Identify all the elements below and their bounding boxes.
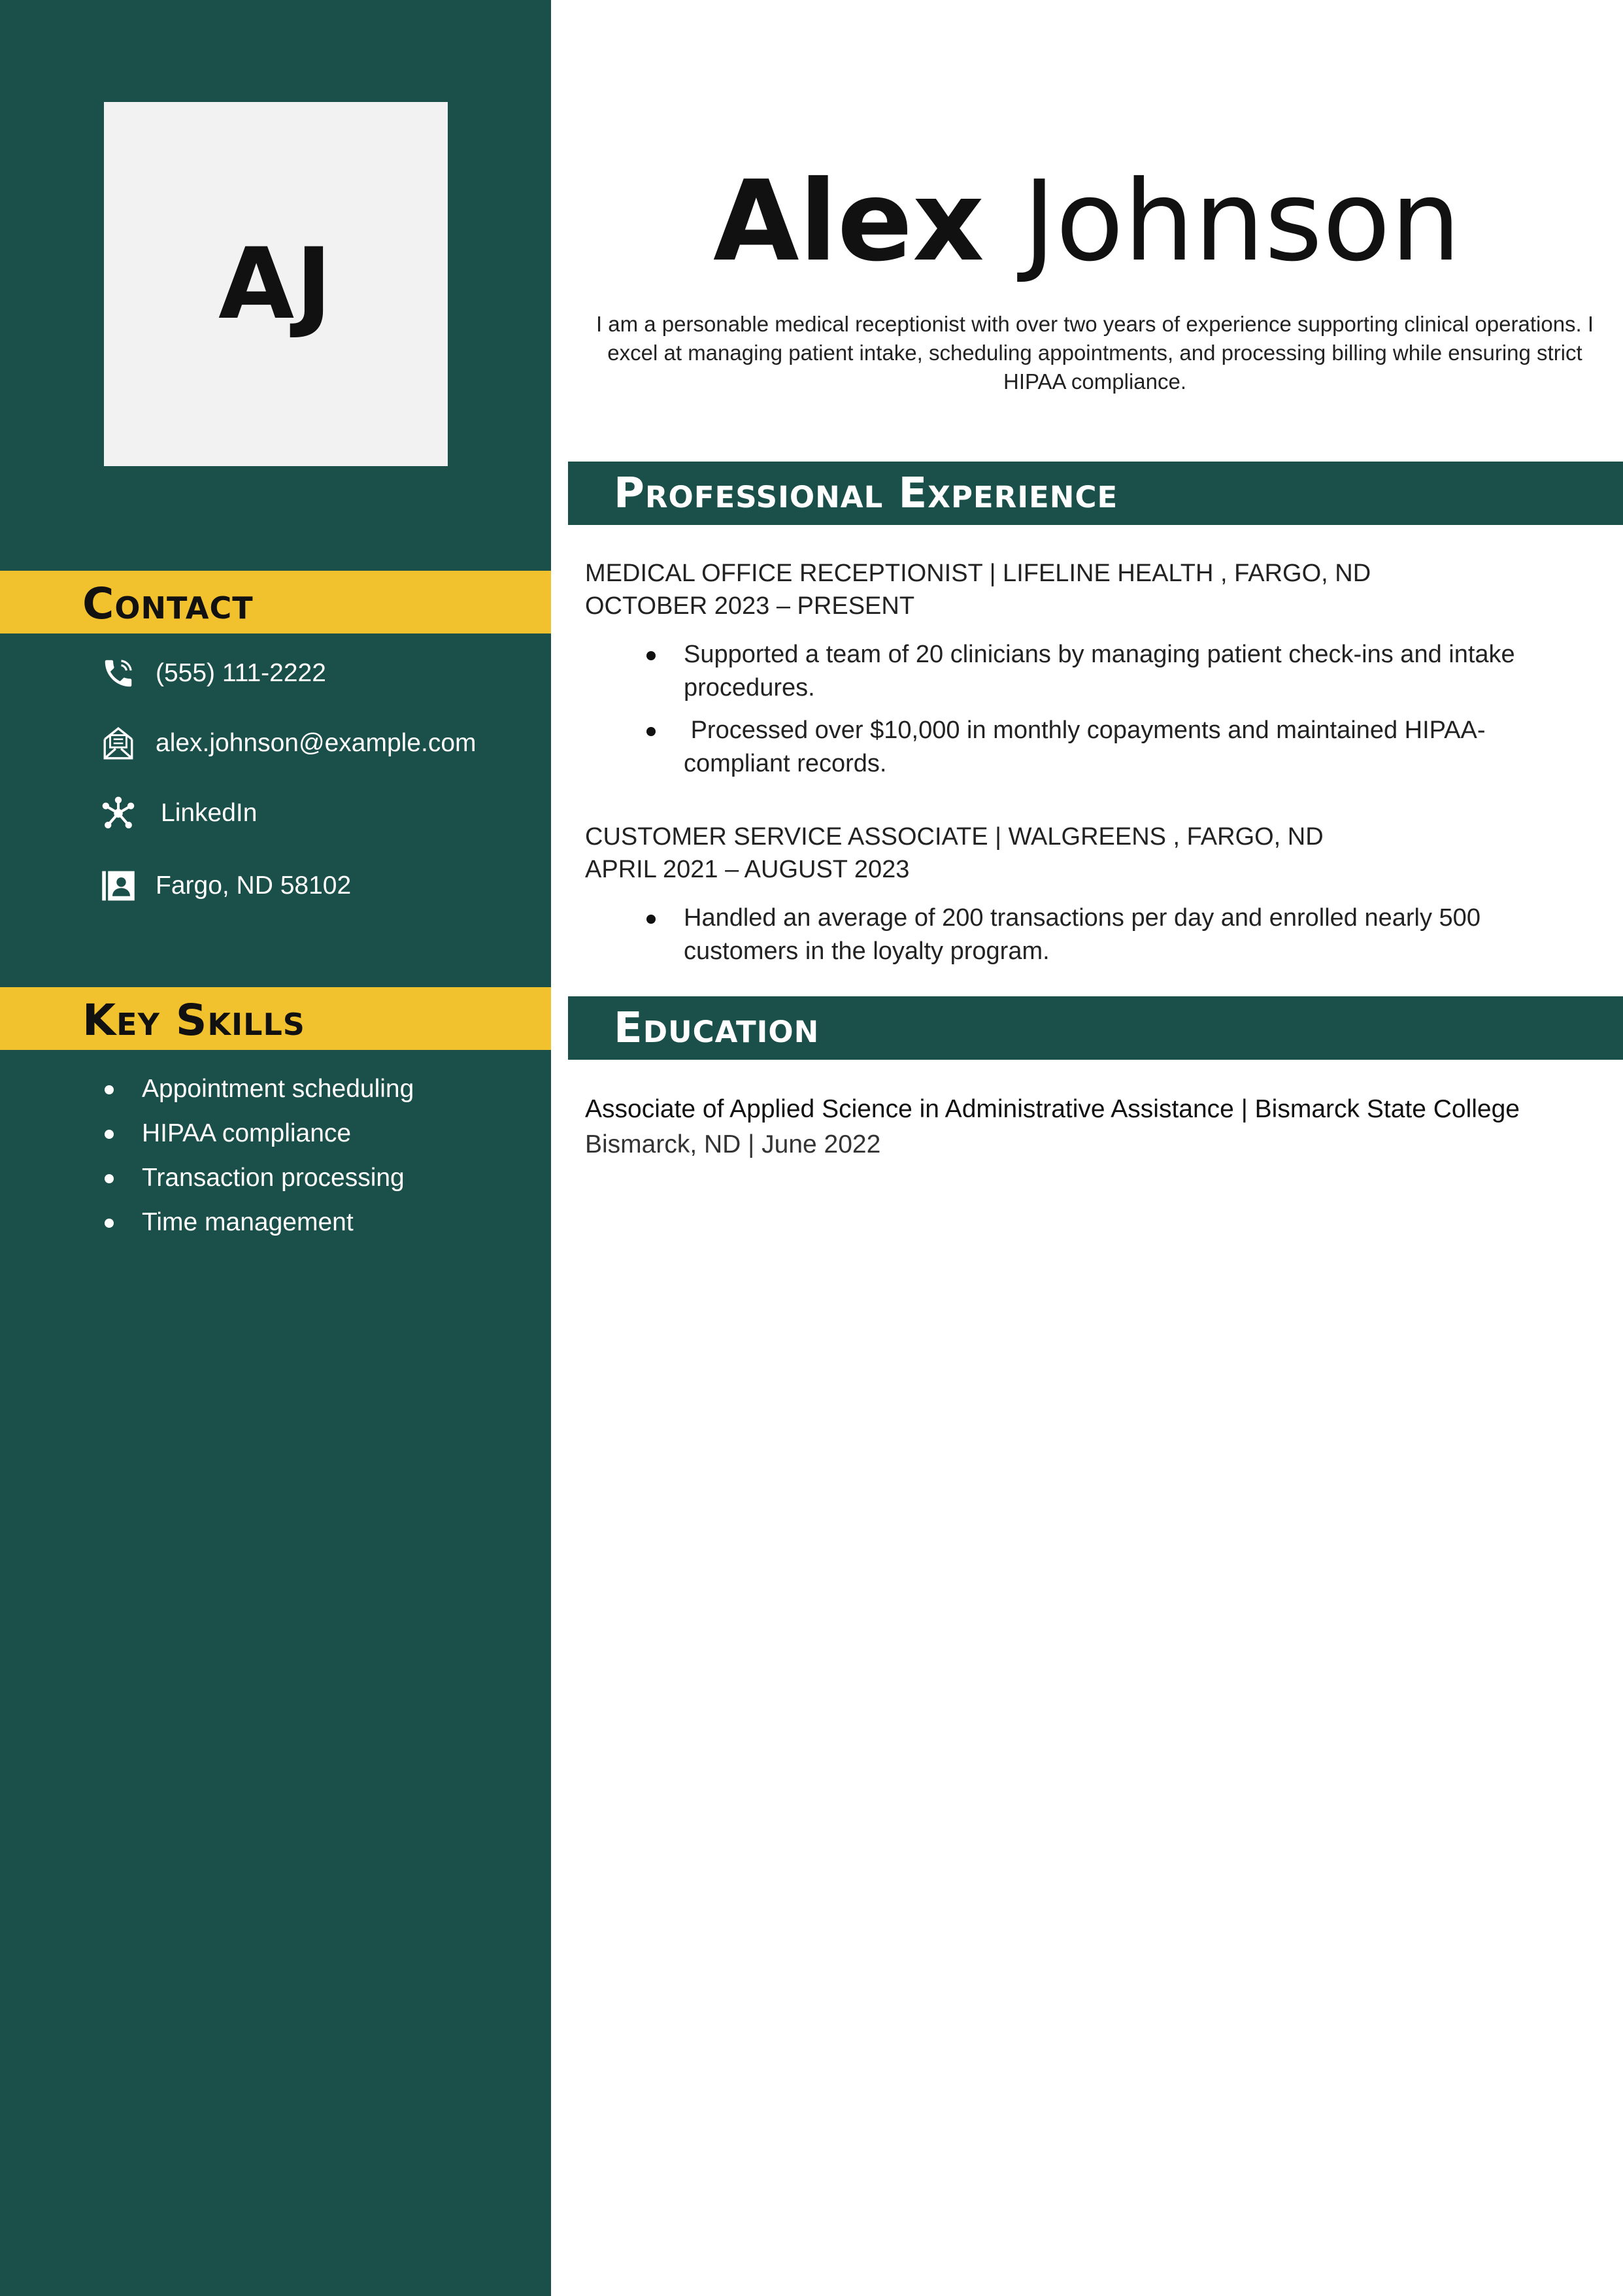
first-name: Alex bbox=[713, 157, 984, 286]
education-degree: Associate of Applied Science in Administrative Assistance | Bismarck State College bbox=[585, 1095, 1520, 1123]
contact-phone bbox=[99, 654, 326, 693]
job-entry bbox=[585, 557, 1605, 790]
contact-heading: Contact bbox=[82, 579, 254, 629]
linkedin-link[interactable]: LinkedIn bbox=[161, 799, 258, 827]
bullet-dot bbox=[646, 915, 656, 924]
bullet-dot bbox=[105, 1085, 114, 1094]
contact-card-icon bbox=[99, 867, 137, 905]
experience-heading-band bbox=[568, 462, 1623, 525]
contact-location bbox=[99, 866, 351, 905]
contact-linkedin[interactable] bbox=[99, 794, 257, 833]
skills-list bbox=[99, 1070, 414, 1247]
phone-icon bbox=[99, 654, 137, 692]
job-bullet: Handled an average of 200 transactions per day and enrolled nearly 500 customers in the loyalty program. bbox=[585, 902, 1605, 968]
summary: I am a personable medical receptionist with over two years of experience supporting clinical operations. I excel at managing patient intake, scheduling appointments, and processing billing while ensuring strict HIPAA compliance. bbox=[595, 312, 1594, 394]
sidebar bbox=[0, 0, 551, 2296]
skills-heading: Key Skills bbox=[82, 995, 305, 1045]
bullet-dot bbox=[105, 1130, 114, 1139]
job-bullet: Processed over $10,000 in monthly copayments and maintained HIPAA-compliant records. bbox=[585, 714, 1605, 781]
contact-heading-band bbox=[0, 571, 551, 633]
contact-email[interactable] bbox=[99, 724, 477, 763]
job-dates: APRIL 2021 – AUGUST 2023 bbox=[585, 856, 910, 883]
phone-text: (555) 111-2222 bbox=[156, 659, 326, 687]
email-icon bbox=[99, 724, 137, 762]
last-name: Johnson bbox=[1023, 157, 1461, 286]
skill-item: Appointment scheduling bbox=[99, 1070, 414, 1114]
bullet-dot bbox=[646, 651, 656, 660]
skill-item: Transaction processing bbox=[99, 1158, 414, 1203]
education-heading: Education bbox=[614, 1004, 820, 1053]
skill-item: Time management bbox=[99, 1203, 414, 1247]
network-icon bbox=[99, 794, 137, 832]
bullet-dot bbox=[646, 727, 656, 736]
bullet-dot bbox=[105, 1174, 114, 1183]
job-bullet: Supported a team of 20 clinicians by managing patient check-ins and intake procedures. bbox=[585, 638, 1605, 705]
education-meta: Bismarck, ND | June 2022 bbox=[585, 1130, 881, 1158]
education-entry bbox=[585, 1092, 1605, 1162]
full-name bbox=[551, 157, 1623, 286]
education-heading-band bbox=[568, 996, 1623, 1060]
job-bullets bbox=[585, 902, 1605, 968]
job-dates: OCTOBER 2023 – PRESENT bbox=[585, 592, 915, 620]
job-title: MEDICAL OFFICE RECEPTIONIST | LIFELINE HEALTH , FARGO, ND bbox=[585, 560, 1371, 587]
experience-heading: Professional Experience bbox=[614, 469, 1118, 518]
monogram: AJ bbox=[218, 227, 333, 341]
email-link[interactable]: alex.johnson@example.com bbox=[156, 729, 477, 757]
skill-item: HIPAA compliance bbox=[99, 1114, 414, 1158]
bullet-dot bbox=[105, 1219, 114, 1228]
location-text: Fargo, ND 58102 bbox=[156, 871, 352, 900]
job-title: CUSTOMER SERVICE ASSOCIATE | WALGREENS , FARGO, ND bbox=[585, 823, 1324, 851]
job-entry bbox=[585, 820, 1605, 977]
monogram-box bbox=[104, 102, 448, 466]
job-bullets bbox=[585, 638, 1605, 781]
skills-heading-band bbox=[0, 987, 551, 1050]
